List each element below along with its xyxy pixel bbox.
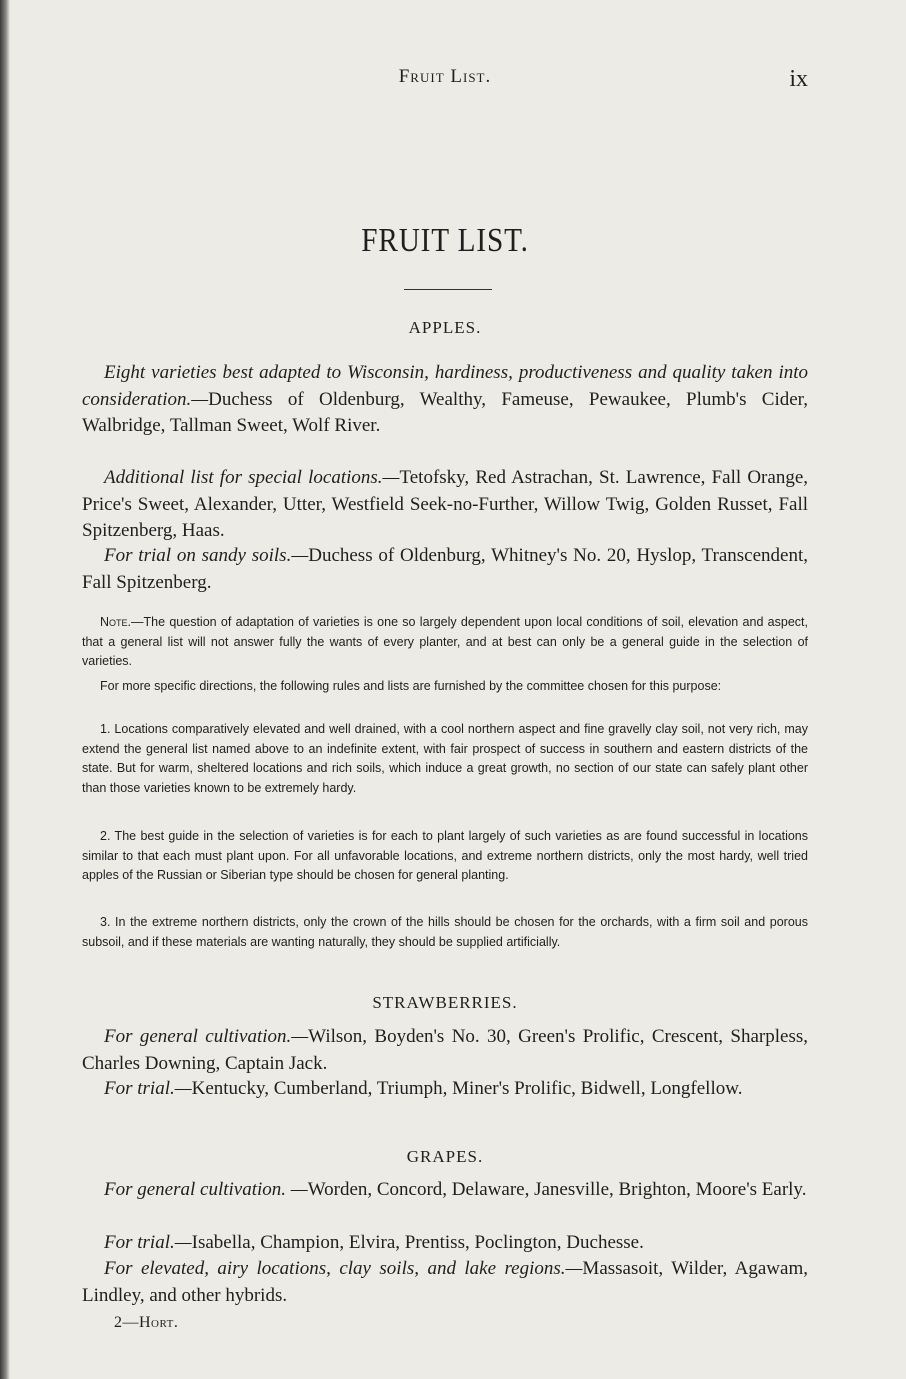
paragraph-text: Wilson, Boyden's No. 30, Green's Prolific, Crescent, Sharpless, Charles Downing, Captain Jack. <box>82 1026 808 1074</box>
note-paragraph-rule-1: 1. Locations comparatively elevated and well drained, with a cool northern aspect and fine gravelly clay soil, not very rich, may extend the general list named above to an indefinite extent, with fair prospect of success in southern and eastern districts of the state. But for warm, sheltered locations and rich soils, which induce a great growth, no section of our state can safely plant other than those varieties known to be extremely hardy. <box>82 722 808 795</box>
paragraph-lead: For general cultivation.— <box>104 1026 309 1047</box>
paragraph-lead: For trial.— <box>104 1232 192 1253</box>
paragraph-lead: For trial on sandy soils.— <box>104 545 309 566</box>
paragraph-text: Tetofsky, Red Astrachan, St. Lawrence, Fall Orange, Price's Sweet, Alexander, Utter, Westfield Seek-no-Further, Willow Twig, Golden Russet, Fall Spitzenberg, Haas. <box>82 467 809 541</box>
note-paragraph-directions: For more specific directions, the following rules and lists are furnished by the committee chosen for this purpose: <box>100 679 722 693</box>
section-heading-strawberries: STRAWBERRIES. <box>372 993 518 1012</box>
note-paragraph-rule-3: 3. In the extreme northern districts, only the crown of the hills should be chosen for the orchards, with a firm soil and porous subsoil, and if these materials are wanting naturally, they should be supplied artificially. <box>82 915 808 949</box>
running-head <box>82 66 808 96</box>
note-text: The question of adaptation of varieties is one so largely dependent upon local conditions of soil, elevation and aspect, that a general list will not answer fully the wants of every planter, and at best can only be a general guide in the selection of varieties. <box>82 615 808 668</box>
paragraph-text: Worden, Concord, Delaware, Janesville, Brighton, Moore's Early. <box>307 1179 807 1200</box>
paragraph-lead: For trial.— <box>104 1078 192 1099</box>
page-title: FRUIT LIST. <box>361 222 529 259</box>
paragraph-lead: Additional list for special locations.— <box>104 467 400 488</box>
apples-paragraph-best-varieties <box>82 360 808 440</box>
note-paragraph-intro <box>82 613 808 672</box>
paragraph-text: Massasoit, Wilder, Agawam, Lindley, and other hybrids. <box>82 1258 808 1306</box>
paragraph-text: Duchess of Oldenburg, Whitney's No. 20, Hyslop, Transcendent, Fall Spitzenberg. <box>82 545 808 593</box>
paragraph-text: Isabella, Champion, Elvira, Prentiss, Poclington, Duchesse. <box>191 1232 644 1253</box>
paragraph-lead: Eight varieties best adapted to Wisconsin, hardiness, productiveness and quality taken into consideration.— <box>82 362 808 410</box>
paragraph-lead: For elevated, airy locations, clay soils, and lake regions.— <box>104 1258 583 1279</box>
note-paragraph-rule-2: 2. The best guide in the selection of varieties is for each to plant largely of such varieties as are found successful in locations similar to that each must plant upon. For all unfavorable locations, and extreme northern districts, only the most hardy, well tried apples of the Russian or Siberian type should be chosen for general planting. <box>82 829 808 882</box>
note-label: Note.— <box>100 615 144 629</box>
grapes-paragraph-elevated-locations <box>82 1256 808 1309</box>
apples-paragraph-sandy-soils <box>82 543 808 596</box>
grapes-paragraph-trial <box>82 1230 808 1257</box>
grapes-paragraph-general <box>82 1177 808 1204</box>
paragraph-text: Kentucky, Cumberland, Triumph, Miner's Prolific, Bidwell, Longfellow. <box>191 1078 743 1099</box>
section-heading-grapes: GRAPES. <box>406 1147 484 1166</box>
title-divider <box>404 289 492 290</box>
section-heading-apples: APPLES. <box>408 318 482 337</box>
page-number: ix <box>789 66 808 92</box>
strawberries-paragraph-trial <box>82 1076 808 1103</box>
paragraph-text: Duchess of Oldenburg, Wealthy, Fameuse, Pewaukee, Plumb's Cider, Walbridge, Tallman Sweet, Wolf River. <box>82 388 808 436</box>
running-head-title: Fruit List. <box>398 66 492 87</box>
page-binding-edge <box>0 0 10 1379</box>
strawberries-paragraph-general <box>82 1024 808 1077</box>
paragraph-lead: For general cultivation. — <box>104 1179 308 1200</box>
apples-paragraph-special-locations <box>82 465 808 545</box>
signature-mark: 2—Hort. <box>114 1314 179 1331</box>
